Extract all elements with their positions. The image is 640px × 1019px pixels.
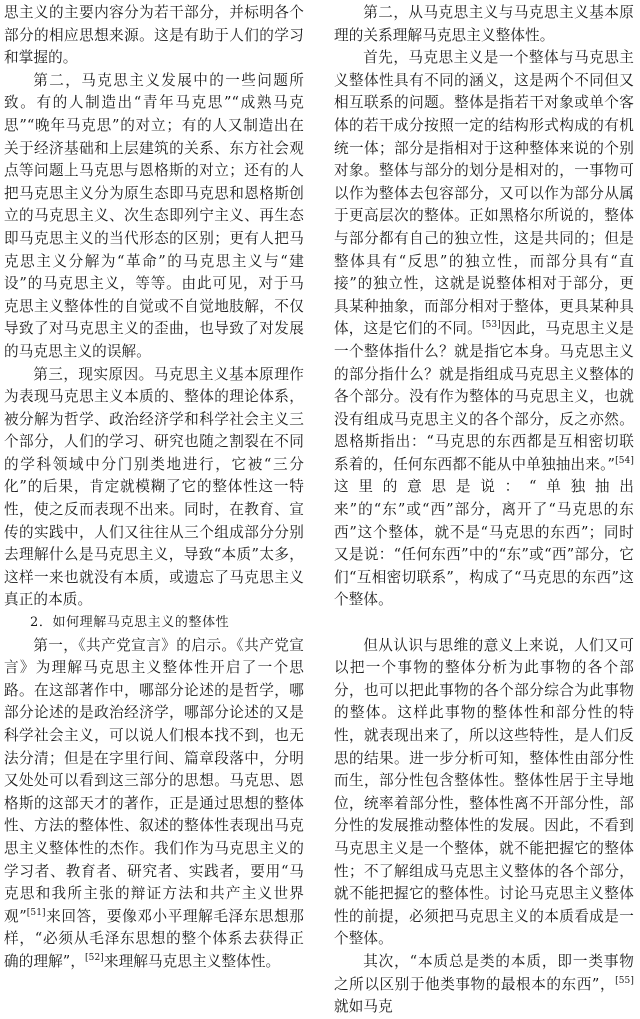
paragraph-text: 来理解马克思主义整体性。 <box>103 952 281 970</box>
right-column <box>334 2 634 1019</box>
paragraph-relationship: 第二，从马克思主义与马克思主义基本原理的关系理解马克思主义整体性。 <box>334 4 634 44</box>
paragraph-text: 第一，《共产党宣言》的启示。《共产党宣言》为理解马克思主义整体性开启了一个思路。在这部著作中，哪部分论述的是哲学，哪部分论述的是政治经济学，哪部分论述的又是科学社会主义，可以说人们根本找不到，也无法分清；但是在字里行间、篇章段落中，分明又处处可以看到这三部分的思想。马克思、恩格斯的这部天才的著作，正是通过思想的整体性、方法的整体性、叙述的整体性表现出马克思主义整体性的杰作。我们作为马克思主义的学习者、教育者、研究者、实践者，要用“马克思和我所主张的辩证方法和共产主义世界观” <box>4 636 304 925</box>
paragraph-essence <box>334 951 634 1019</box>
paragraph-cognition: 但从认识与思维的意义上来说，人们又可以把一个事物的整体分析为此事物的各个部分，也可以把此事物的各个部分综合为此事物的整体。这样此事物的整体性和部分性的特性，就表现出来了，所以这些特性，是人们反思的结果。进一步分析可知，整体性由部分性而生，部分性包含整体性。整体性居于主导地位，统率着部分性，整体性离不开部分性，部分性的发展推动整体性的发展。因此，不看到马克思主义是一个整体，就不能把握它的整体性；不了解组成马克思主义整体的各个部分，就不能把握它的整体性。讨论马克思主义整体性的前提，必须把马克思主义的本质看成是一个整体。 <box>334 636 634 948</box>
paragraph-text: 其次，“本质总是类的本质，即一类事物之所以区别于他类事物的最根本的东西”， <box>334 952 634 993</box>
paragraph-whole-and-part <box>334 47 634 612</box>
section-subheading: 2．如何理解马克思主义的整体性 <box>30 615 230 631</box>
paragraph-third-reason: 第三，现实原因。马克思主义基本原理作为表现马克思主义本质的、整体的理论体系，被分解为哲学、政治经济学和科学社会主义三个部分，人们的学习、研究也随之割裂在不同的学科领域中分门别类地进行，它被“三分化”的后果，肯定就模糊了它的整体性这一特性，使之反而表现不出来。同时，在教育、宣传的实践中，人们又往往从三个组成部分分别去理解什么是马克思主义，导致“本质”太多，这样一来也就没有本质，或遗忘了马克思主义真正的本质。 <box>4 365 304 609</box>
footnote-ref-55: [55] <box>615 975 634 986</box>
paragraph-text: 因此，马克思主义是一个整体指什么？就是指它本身。马克思主义的部分指什么？就是指组成马克思主义整体的各个部分。没有作为整体的马克思主义，也就没有组成马克思主义的各个部分，反之亦然。恩格斯指出：“马克思的东西都是互相密切联系着的，任何东西都不能从中单独抽出来。” <box>334 320 634 473</box>
paragraph-text: 就如马克 <box>334 998 393 1016</box>
footnote-ref-52: [52] <box>85 953 104 964</box>
paragraph-gap <box>334 612 634 635</box>
paragraph-text: 来回答，要像邓小平理解毛泽东思想那样，“必须从毛泽东思想的整个体系去获得正确的理解”， <box>4 907 304 970</box>
paragraph-communist-manifesto <box>4 635 304 974</box>
paragraph-text: 这里的意思是说：“单独抽出来”的“东”或“西”部分，离开了“马克思的东西”这个整体，就不是“马克思的东西”；同时又是说：“任何东西”中的“东”或“西”部分，它们“互相密切联系”，构成了“马克思的东西”这个整体。 <box>334 478 634 609</box>
paragraph-second-reason: 第二，马克思主义发展中的一些问题所致。有的人制造出“青年马克思”“成熟马克思”“晚年马克思”的对立；有的人又制造出在关于经济基础和上层建筑的关系、东方社会观点等问题上马克思与恩格斯的对立；还有的人把马克思主义分为原生态即马克思和恩格斯创立的马克思主义、次生态即列宁主义、再生态即马克思主义的当代形态的区别；更有人把马克思主义分解为“革命”的马克思主义与“建设”的马克思主义，等等。由此可见，对于马克思主义整体性的自觉或不自觉地肢解，不仅导致了对马克思主义的歪曲，也导致了对发展的马克思主义的误解。 <box>4 71 304 360</box>
footnote-ref-51: [51] <box>26 907 46 918</box>
footnote-ref-54: [54] <box>615 456 634 467</box>
paragraph-continued: 思主义的主要内容分为若干部分，并标明各个部分的相应思想来源。这是有助于人们的学习和掌握的。 <box>4 4 304 67</box>
paragraph-text: 首先，马克思主义是一个整体与马克思主义整体性具有不同的涵义，这是两个不同但又相互联系的问题。整体是指若干对象或单个客体的若干成分按照一定的结构形式构成的有机统一体；部分是指相对于这种整体来说的个别对象。整体与部分的划分是相对的，一事物可以作为整体去包容部分，又可以作为部分从属于更高层次的整体。正如黑格尔所说的，整体与部分都有自己的独立性，这是共同的；但是整体具有“反思”的独立性，而部分具有“直接”的独立性，这就是说整体相对于部分，更具某种抽象，而部分相对于整体，更具某种具体，这是它们的不同。 <box>334 49 634 338</box>
footnote-ref-53: [53] <box>481 320 501 331</box>
left-column <box>4 2 304 974</box>
